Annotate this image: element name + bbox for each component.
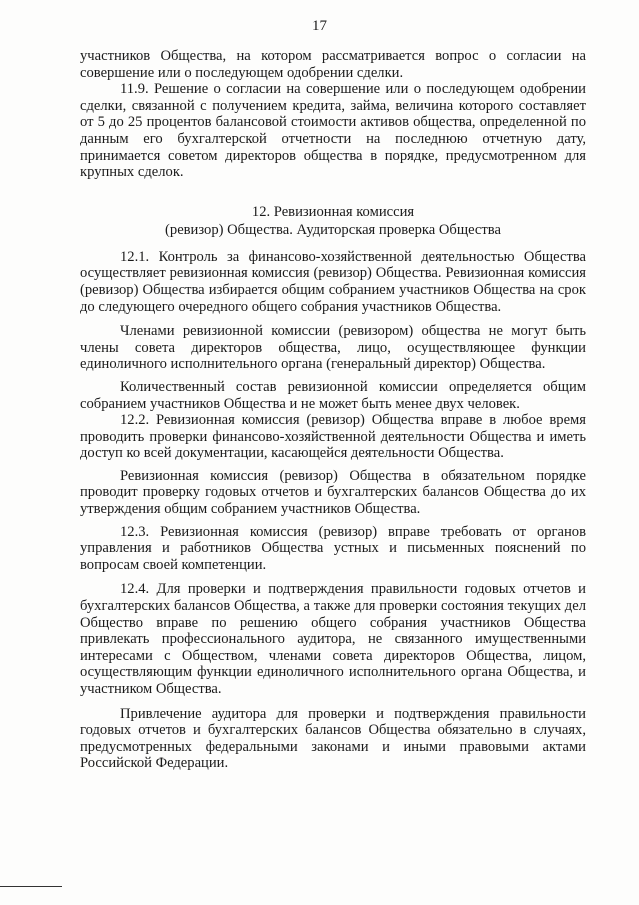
paragraph-11-9: 11.9. Решение о согласии на совершение или о последующем одобрении сделки, связанной с получением кредита, займа, величина которого составляет от 5 до 25 процентов балансовой стоимости активов общества, определенной по данным его бухгалтерской отчетности на последнюю отчетную дату, принимается советом директоров общества в порядке, предусмотренном для крупных сделок. bbox=[80, 81, 586, 181]
paragraph-12-3: 12.3. Ревизионная комиссия (ревизор) вправе требовать от органов управления и работников Общества устных и письменных пояснений по вопросам своей компетенции. bbox=[80, 523, 586, 573]
page-number: 17 bbox=[312, 18, 327, 34]
paragraph-members-restriction: Членами ревизионной комиссии (ревизором) общества не могут быть члены совета директоров общества, лицо, осуществляющее функции единоличного исполнительного органа (генеральный директор) Общества. bbox=[80, 323, 586, 373]
section-title-line-1: 12. Ревизионная комиссия bbox=[251, 203, 415, 220]
paragraph-composition: Количественный состав ревизионной комиссии определяется общим собранием участников Общества и не может быть менее двух человек. bbox=[80, 378, 586, 412]
paragraph-12-1: 12.1. Контроль за финансово-хозяйственной деятельностью Общества осуществляет ревизионная комиссия (ревизор) Общества. Ревизионная комиссия (ревизор) Общества избирается общим собранием участников Общества на срок до следующего очередного общего собрания участников Общества. bbox=[80, 248, 586, 315]
paragraph-auditor-mandatory: Привлечение аудитора для проверки и подтверждения правильности годовых отчетов и бухгалтерских балансов Общества обязательно в случаях, предусмотренных федеральными законами и иными правовыми актами Российской Федерации. bbox=[80, 705, 586, 772]
section-heading bbox=[80, 203, 586, 239]
section-title-line-2: (ревизор) Общества. Аудиторская проверка Общества bbox=[165, 221, 501, 238]
paragraph-12-2: 12.2. Ревизионная комиссия (ревизор) Общества вправе в любое время проводить проверки финансово-хозяйственной деятельности Общества и иметь доступ ко всей документации, касающейся деятельности Общества. bbox=[80, 412, 586, 462]
footnote-separator bbox=[0, 886, 62, 887]
paragraph-annual-audit: Ревизионная комиссия (ревизор) Общества в обязательном порядке проводит проверку годовых отчетов и бухгалтерских балансов Общества до их утверждения общим собранием участников Общества. bbox=[80, 467, 586, 518]
document-body bbox=[80, 48, 586, 772]
paragraph-continuation: участников Общества, на котором рассматривается вопрос о согласии на совершение или о последующем одобрении сделки. bbox=[80, 48, 586, 81]
paragraph-12-4: 12.4. Для проверки и подтверждения правильности годовых отчетов и бухгалтерских балансов Общества, а также для проверки состояния текущих дел Общество вправе по решению общего собрания участников Общества привлекать профессионального аудитора, не связанного имущественными интересами с Обществом, членами совета директоров Общества, лицом, осуществляющим функции единоличного исполнительного органа Общества, и участником Общества. bbox=[80, 581, 586, 697]
